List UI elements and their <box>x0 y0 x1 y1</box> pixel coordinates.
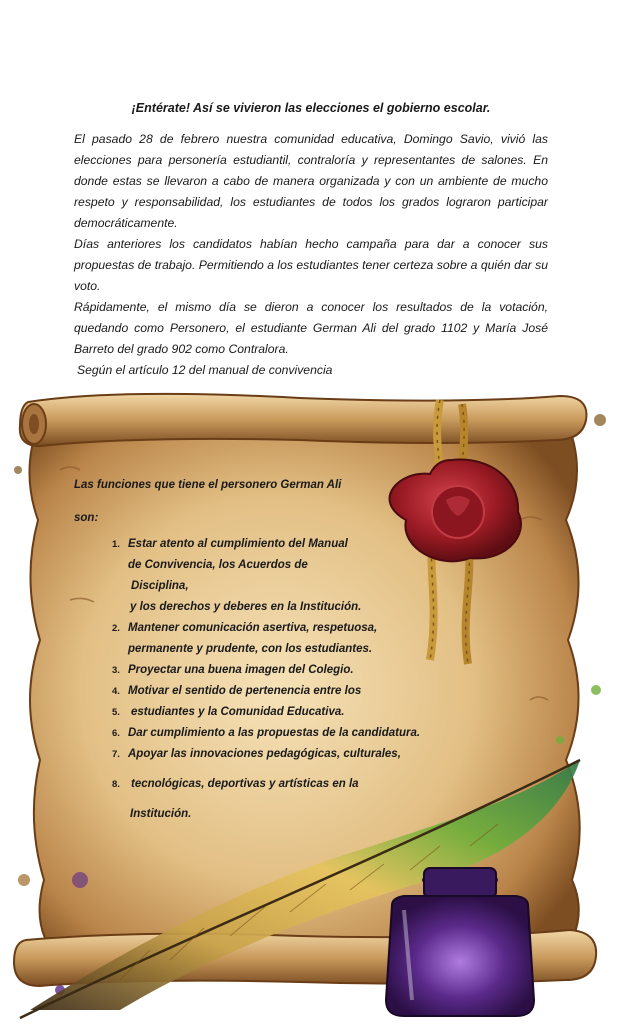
function-item-7: 7. Apoyar las innovaciones pedagógicas, culturales, <box>112 748 401 760</box>
functions-intro: Las funciones que tiene el personero German Ali <box>74 479 342 491</box>
article-paragraph: El pasado 28 de febrero nuestra comunidad educativa, Domingo Savio, vivió las elecciones para personería estudiantil, contraloría y representantes de salones. En donde estas se llevaron a cabo de manera organizada y con un ambiente de mucho respeto y responsabilidad, los estudiantes de todos los grados lograron participar democráticamente. <box>74 132 548 230</box>
function-item-8: 8. tecnológicas, deportivas y artísticas en la <box>112 778 359 790</box>
function-item-2: 2. Mantener comunicación asertiva, respetuosa, <box>112 622 378 634</box>
function-item-6: 6. Dar cumplimiento a las propuestas de la candidatura. <box>112 727 421 739</box>
article-paragraph: Rápidamente, el mismo día se dieron a conocer los resultados de la votación, quedando como Personero, el estudiante German Ali del grado 1102 y María José Barreto del grado 902 como Contralora. <box>74 300 548 356</box>
function-item-4: 4. Motivar el sentido de pertenencia entre los <box>112 685 362 697</box>
article-paragraph: Según el artículo 12 del manual de convivencia <box>77 363 333 377</box>
function-item-1: 1. Estar atento al cumplimiento del Manual <box>112 538 348 550</box>
parchment-scroll-illustration <box>0 380 622 1024</box>
article-body <box>74 129 548 381</box>
functions-intro-continued: son: <box>74 512 99 524</box>
function-item-1-line-4: y los derechos y deberes en la Institución. <box>130 601 362 613</box>
function-item-1-line-3: Disciplina, <box>131 580 189 592</box>
article-title: ¡Entérate! Así se vivieron las elecciones el gobierno escolar. <box>131 101 491 115</box>
function-item-8-line-2: Institución. <box>130 808 192 820</box>
function-item-5: 5. estudiantes y la Comunidad Educativa. <box>112 706 345 718</box>
article-paragraph: Días anteriores los candidatos habían hecho campaña para dar a conocer sus propuestas de trabajo. Permitiendo a los estudiantes tener certeza sobre a quién dar su voto. <box>74 237 548 293</box>
function-item-1-line-2: de Convivencia, los Acuerdos de <box>128 559 308 571</box>
function-item-2-line-2: permanente y prudente, con los estudiantes. <box>128 643 373 655</box>
function-item-3: 3. Proyectar una buena imagen del Colegio. <box>112 664 354 676</box>
